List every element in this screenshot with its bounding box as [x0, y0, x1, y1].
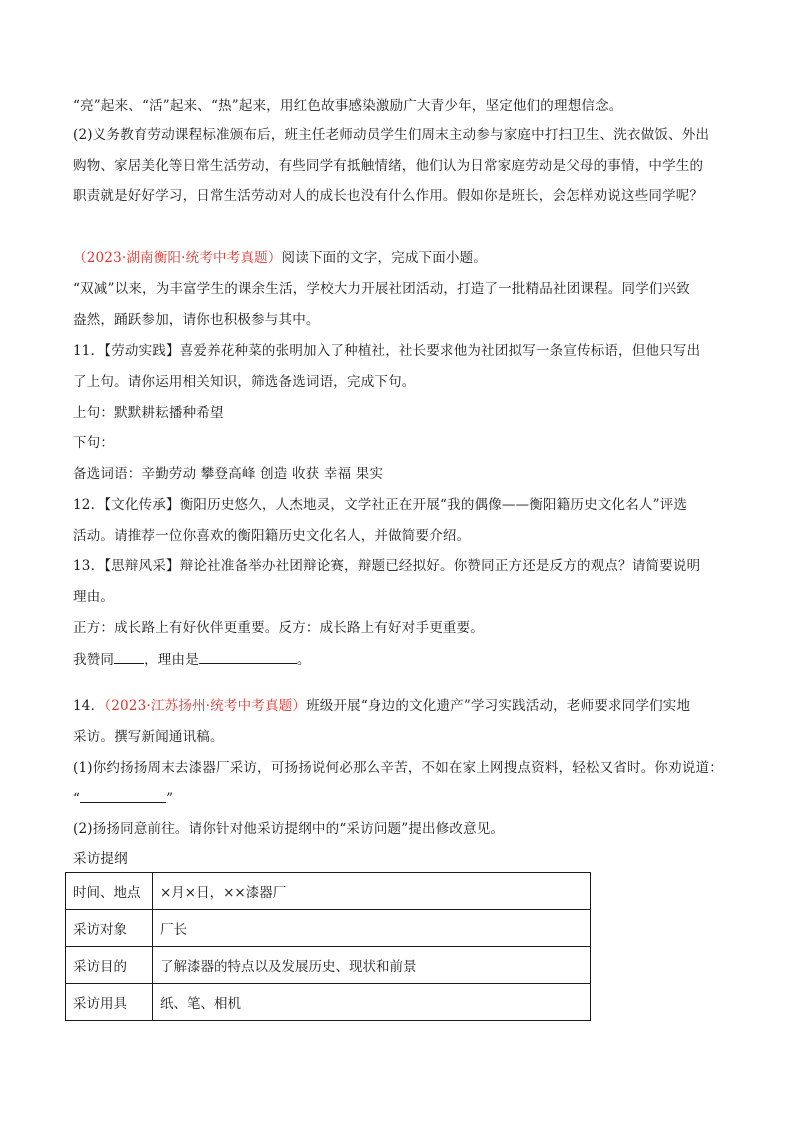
outline-value: 纸、笔、相机	[153, 984, 591, 1021]
table-row	[66, 910, 591, 947]
outline-value: ×月×日，××漆器厂	[153, 873, 591, 910]
paragraph-labor-line-2: 购物、家居美化等日常生活劳动，有些同学有抵触情绪，他们认为日常家庭劳动是父母的事情，中学生的	[73, 158, 704, 174]
paragraph-labor-line-1: (2)义务教育劳动课程标准颁布后，班主任老师动员学生们周末主动参与家庭中打扫卫生、洗衣做饭、外出	[73, 127, 710, 143]
outline-key: 采访对象	[66, 910, 153, 947]
paragraph-labor-line-3: 职责就是好好学习，日常生活劳动对人的成长也没有什么作用。假如你是班长，会怎样劝说这些同学呢？	[73, 188, 704, 204]
yangzhou-heading	[73, 696, 690, 716]
source-tag-hengyang: （2023·湖南衡阳·统考中考真题）	[73, 250, 282, 266]
question-12-line-2: 活动。请推荐一位你喜欢的衡阳籍历史文化名人，并做简要介绍。	[73, 528, 471, 544]
question-14-line-2: 采访。撰写新闻通讯稿。	[73, 729, 224, 745]
question-12-line-1: 12．【文化传承】衡阳历史悠久，人杰地灵，文学社正在开展“我的偶像——衡阳籍历史文化名人”评选	[73, 497, 688, 513]
question-14-sub-1: (1)你约扬扬周末去漆器厂采访，可扬扬说何必那么辛苦，不如在家上网搜点资料，轻松又省时。你劝说道：	[73, 760, 723, 776]
answer-end: 。	[296, 652, 311, 668]
question-11-lower: 下句：	[73, 435, 115, 451]
question-14-sub-2: (2)扬扬同意前往。请你针对他采访提纲中的“采访问题”提出修改意见。	[73, 821, 505, 837]
persuasion-answer-line	[73, 788, 173, 809]
hengyang-heading	[73, 248, 487, 268]
question-14-text: 班级开展“身边的文化遗产”学习实践活动，老师要求同学们实地	[306, 698, 691, 714]
stance-blank[interactable]	[114, 649, 144, 664]
outline-key: 采访用具	[66, 984, 153, 1021]
question-13-line-2: 理由。	[73, 589, 115, 605]
question-11-line-1: 11．【劳动实践】喜爱养花种菜的张明加入了种植社，社长要求他为社团拟写一条宣传标语，但他只写出	[73, 343, 701, 359]
open-quote: “	[73, 791, 81, 807]
question-11-line-2: 了上句。请你运用相关知识，筛选备选词语，完成下句。	[73, 374, 416, 390]
question-11-options: 备选词语：辛勤劳动 攀登高峰 创造 收获 幸福 果实	[73, 466, 384, 482]
source-tag-yangzhou: （2023·江苏扬州·统考中考真题）	[104, 698, 307, 714]
table-row	[66, 947, 591, 984]
question-13-line-1: 13．【思辩风采】辩论社准备举办社团辩论赛，辩题已经拟好。你赞同正方还是反方的观点？请简要说明	[73, 558, 701, 574]
outline-value: 厂长	[153, 910, 591, 947]
outline-value: 了解漆器的特点以及发展历史、现状和前景	[153, 947, 591, 984]
outline-key: 采访目的	[66, 947, 153, 984]
reason-prefix: ，理由是	[144, 652, 199, 668]
passage-line-2: 盎然，踊跃参加，请你也积极参与其中。	[73, 312, 320, 328]
reason-blank[interactable]	[199, 649, 297, 664]
persuasion-blank[interactable]	[80, 788, 166, 803]
paragraph-red-story: “亮”起来、“活”起来、“热”起来，用红色故事感染激励广大青少年，坚定他们的理想信念。	[73, 98, 623, 114]
question-11-upper: 上句：默默耕耘播种希望	[73, 405, 224, 421]
interview-outline-table	[65, 872, 591, 1021]
passage-line-1: “双减”以来，为丰富学生的课余生活，学校大力开展社团活动，打造了一批精品社团课程。同学们兴致	[73, 281, 691, 297]
question-13-answer-line	[73, 649, 311, 670]
table-row	[66, 984, 591, 1021]
question-14-number: 14．	[73, 698, 105, 714]
answer-prefix: 我赞同	[73, 652, 115, 668]
outline-key: 时间、地点	[66, 873, 153, 910]
close-quote: ”	[166, 791, 174, 807]
reading-instruction: 阅读下面的文字，完成下面小题。	[281, 250, 488, 266]
question-13-sides: 正方：成长路上有好伙伴更重要。反方：成长路上有好对手更重要。	[73, 620, 484, 636]
table-row	[66, 873, 591, 910]
outline-title: 采访提纲	[73, 851, 128, 867]
